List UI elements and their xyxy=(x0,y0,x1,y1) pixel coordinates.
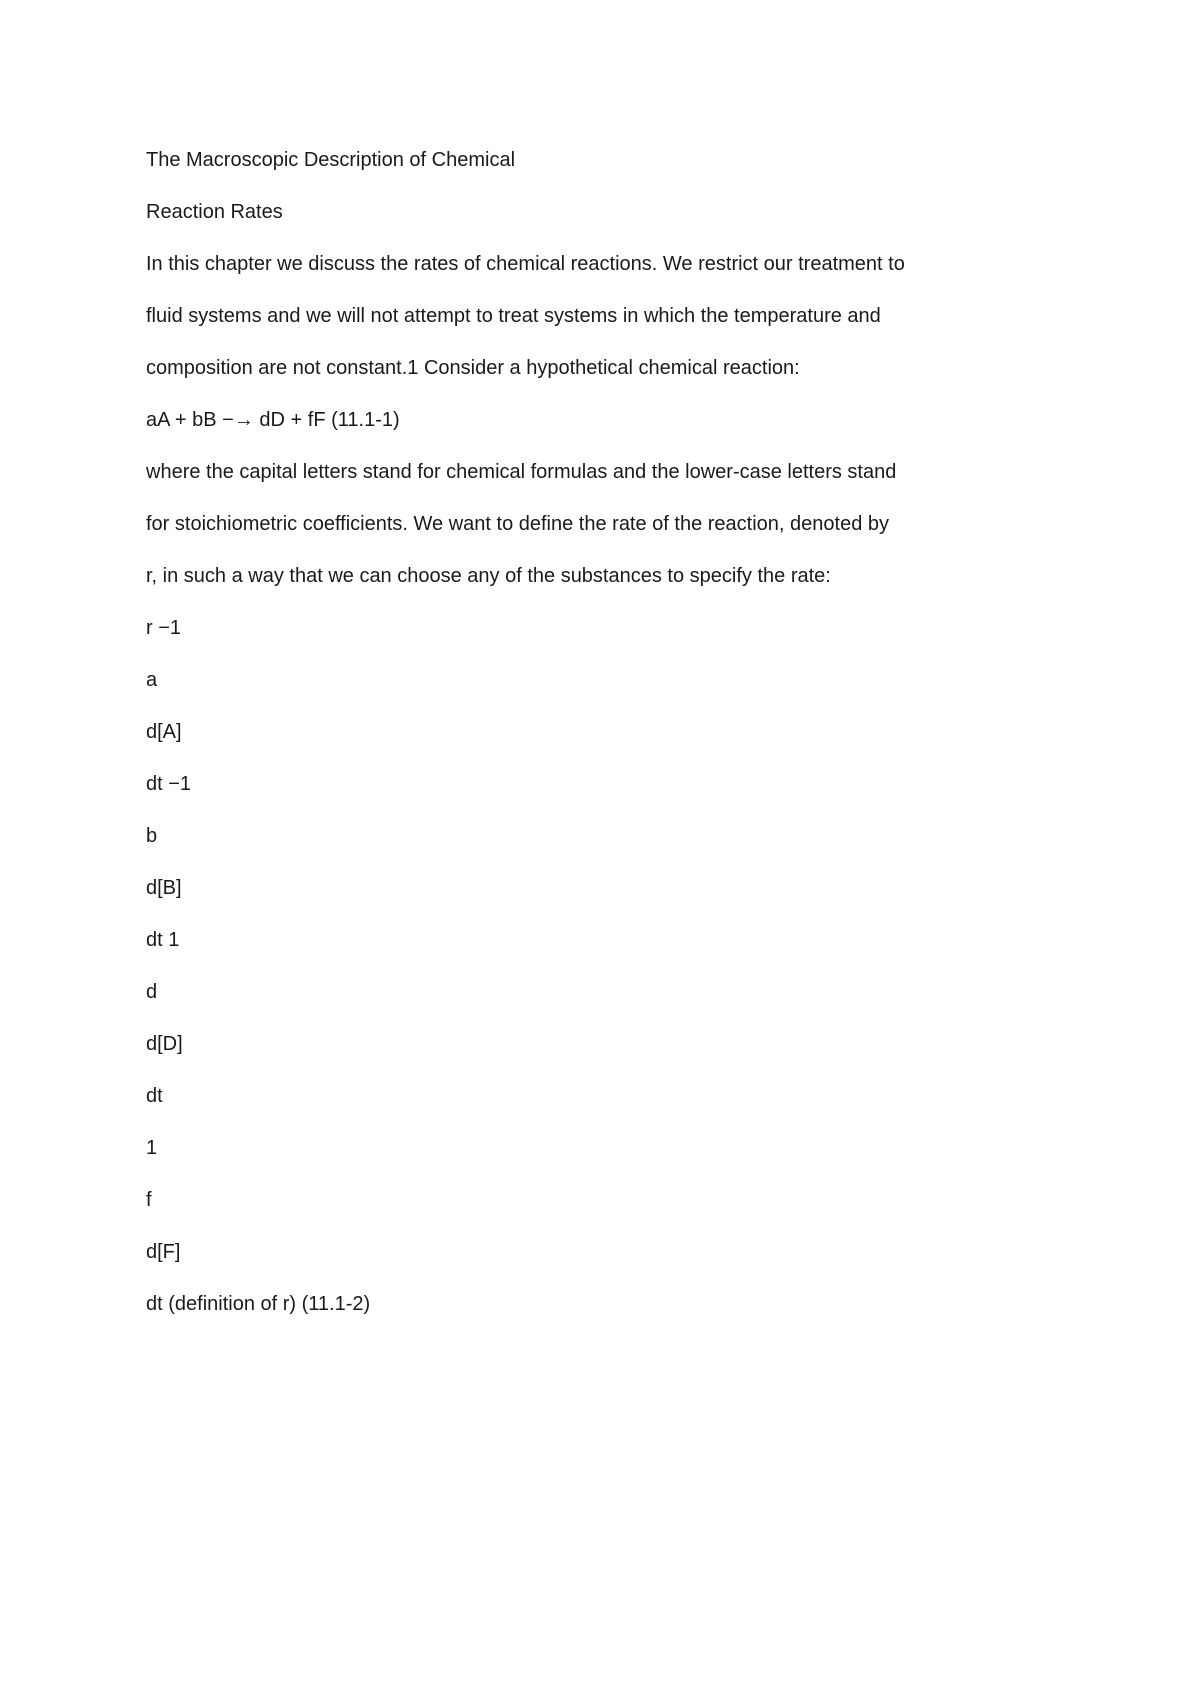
paragraph-line: fluid systems and we will not attempt to treat systems in which the temperature and xyxy=(146,305,881,327)
title-line-2: Reaction Rates xyxy=(146,201,283,223)
paragraph-line: where the capital letters stand for chemical formulas and the lower-case letters stand xyxy=(146,461,897,483)
equation-fragment: 1 xyxy=(146,1137,158,1159)
equation-fragment: d[A] xyxy=(146,721,182,743)
equation-fragment: dt xyxy=(146,1085,163,1107)
equation-fragment: d[B] xyxy=(146,877,182,899)
equation-fragment: dt −1 xyxy=(146,773,192,795)
equation-fragment: r −1 xyxy=(146,617,182,639)
equation-fragment: d[F] xyxy=(146,1241,181,1263)
equation-line: aA + bB −→ dD + fF (11.1-1) xyxy=(146,409,400,431)
paragraph-line: In this chapter we discuss the rates of chemical reactions. We restrict our treatment to xyxy=(146,253,905,275)
equation-fragment: d xyxy=(146,981,158,1003)
paragraph-line: composition are not constant.1 Consider a hypothetical chemical reaction: xyxy=(146,357,800,379)
paragraph-line: r, in such a way that we can choose any of the substances to specify the rate: xyxy=(146,565,831,587)
equation-fragment: d[D] xyxy=(146,1033,183,1055)
equation-fragment: b xyxy=(146,825,158,847)
title-line-1: The Macroscopic Description of Chemical xyxy=(146,149,516,171)
paragraph-line: for stoichiometric coefficients. We want to define the rate of the reaction, denoted by xyxy=(146,513,890,535)
equation-fragment: dt (definition of r) (11.1-2) xyxy=(146,1293,371,1315)
equation-fragment: dt 1 xyxy=(146,929,180,951)
equation-fragment: a xyxy=(146,669,158,691)
equation-fragment: f xyxy=(146,1189,152,1211)
